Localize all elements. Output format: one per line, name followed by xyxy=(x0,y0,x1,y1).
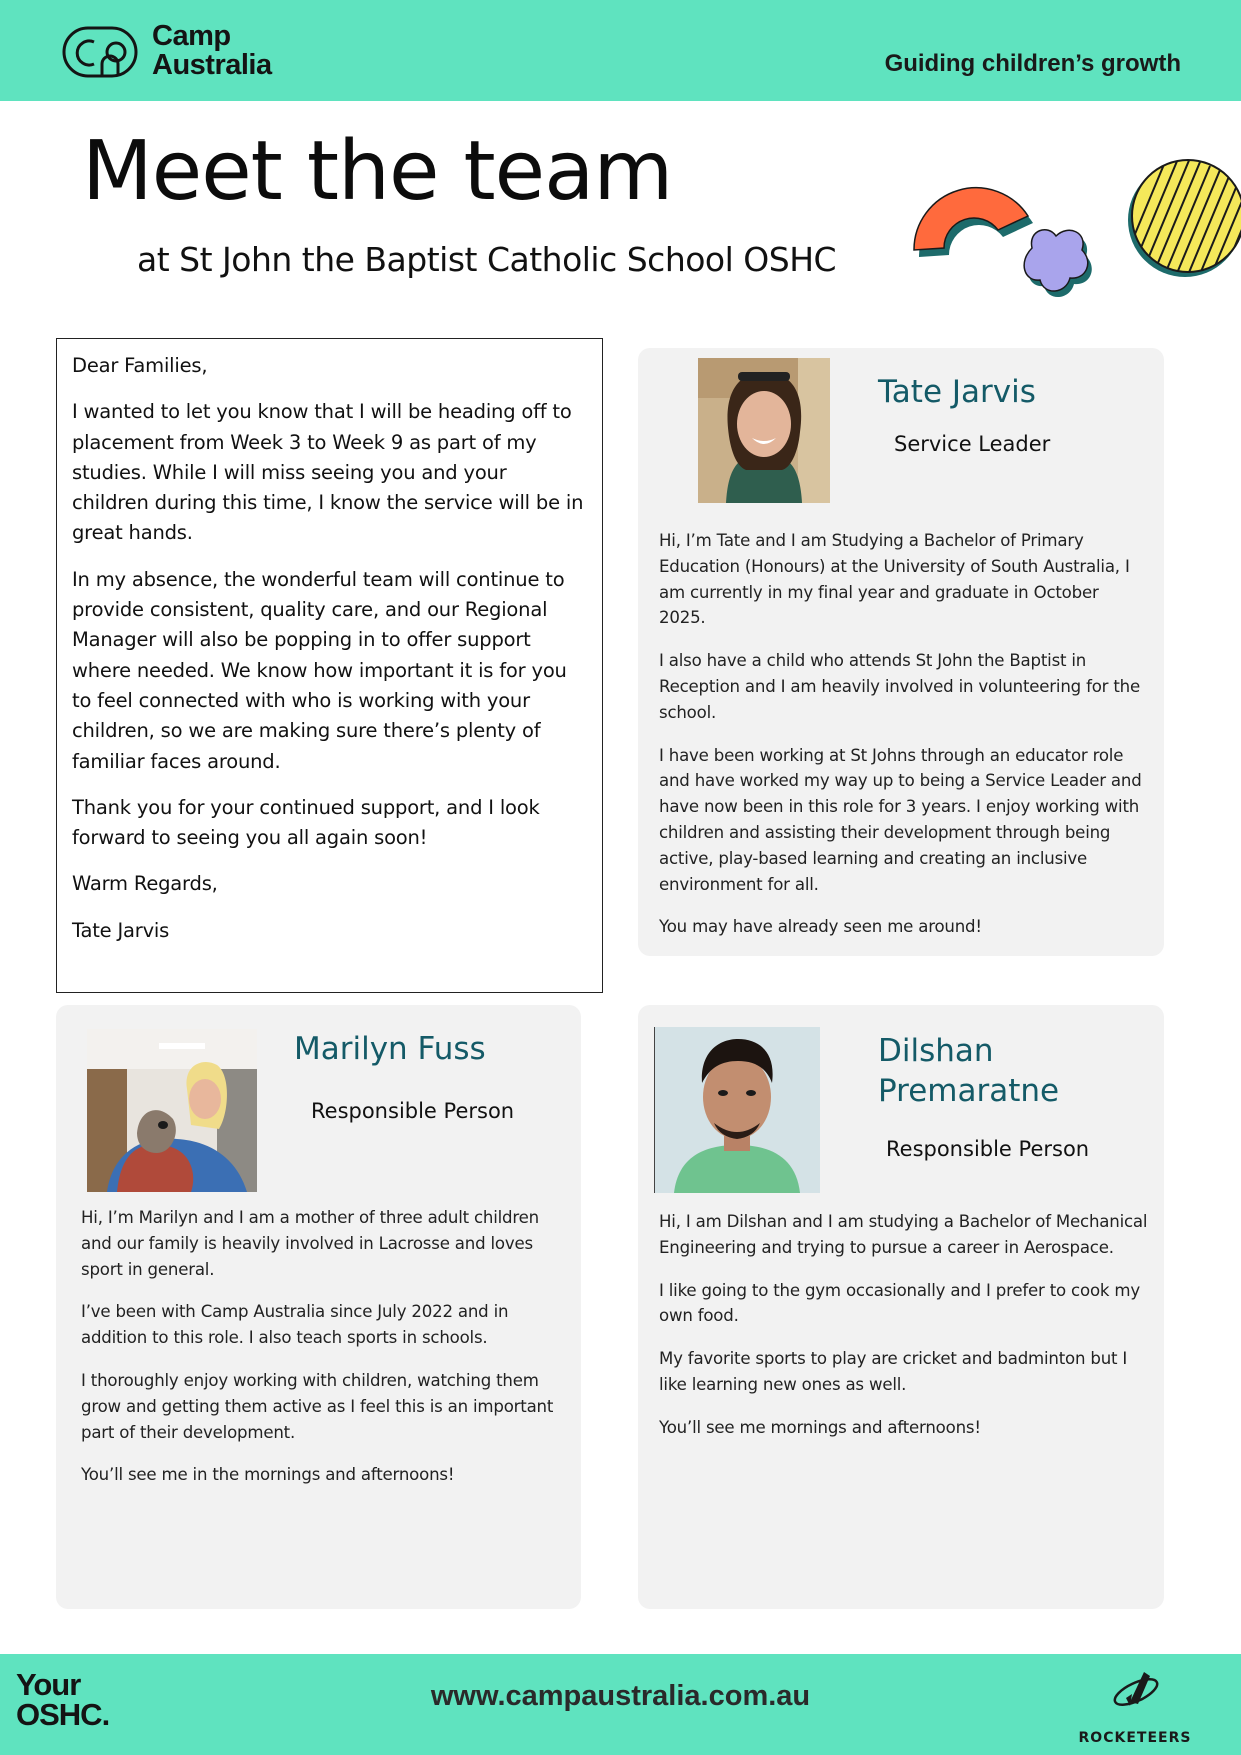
logo-line-2: Australia xyxy=(152,49,272,81)
team-member-role: Service Leader xyxy=(894,432,1051,456)
rocket-icon xyxy=(1110,1664,1162,1714)
bio-paragraph: You may have already seen me around! xyxy=(659,917,982,937)
letter-signoff: Warm Regards, xyxy=(72,872,218,896)
orange-arc-shape xyxy=(914,188,1033,257)
camp-australia-logo-icon xyxy=(58,24,150,80)
team-member-name xyxy=(878,1031,1059,1111)
your-oshc-line-1: Your xyxy=(16,1667,81,1702)
marilyn-fuss-photo xyxy=(87,1029,257,1192)
decorative-shapes xyxy=(880,150,1241,320)
page-header xyxy=(0,0,1241,101)
team-member-last-name: Premaratne xyxy=(878,1073,1060,1109)
bio-paragraph: My favorite sports to play are cricket and badminton but I like learning new ones as well. xyxy=(659,1349,1128,1394)
team-member-role: Responsible Person xyxy=(311,1099,515,1123)
letter-paragraph: I wanted to let you know that I will be heading off to placement from Week 3 to Week 9 as part of my studies. While I will miss seeing you and your children during this time, I know the service will be in great hands. xyxy=(72,400,584,545)
page-footer xyxy=(0,1654,1241,1755)
letter-paragraph: In my absence, the wonderful team will continue to provide consistent, quality care, and our Regional Manager will also be popping in to offer support where needed. We know how important it is for you to feel connected with who is working with your children, so we are making sure there’s plenty of familiar faces around. xyxy=(72,567,567,773)
rocketeers-label: ROCKETEERS xyxy=(1078,1730,1192,1746)
bio-paragraph: Hi, I’m Tate and I am Studying a Bachelor of Primary Education (Honours) at the University of South Australia, I am currently in my final year and graduate in October 2025. xyxy=(659,531,1130,628)
purple-star-shape xyxy=(1024,230,1092,297)
logo-line-1: Camp xyxy=(152,20,231,52)
bio-paragraph: I also have a child who attends St John the Baptist in Reception and I am heavily involved in volunteering for the school. xyxy=(659,651,1140,722)
bio-paragraph: You’ll see me mornings and afternoons! xyxy=(659,1417,981,1437)
team-card-tate-jarvis xyxy=(638,348,1164,956)
letter-signature: Tate Jarvis xyxy=(72,918,170,942)
team-member-role: Responsible Person xyxy=(886,1137,1090,1161)
bio-paragraph: I like going to the gym occasionally and I prefer to cook my own food. xyxy=(659,1280,1140,1326)
team-member-first-name: Dilshan xyxy=(878,1033,994,1069)
page-subtitle: at St John the Baptist Catholic School OSHC xyxy=(137,240,837,279)
team-member-bio xyxy=(81,1205,566,1505)
logo-wordmark xyxy=(152,22,272,80)
page-title: Meet the team xyxy=(82,124,673,219)
yellow-striped-circle xyxy=(1120,150,1241,306)
team-card-dilshan-premaratne xyxy=(638,1005,1164,1609)
letter-to-families xyxy=(56,338,603,993)
website-link[interactable]: www.campaustralia.com.au xyxy=(430,1680,811,1712)
bio-paragraph: I thoroughly enjoy working with children, watching them grow and getting them active as I feel this is an important part of their development. xyxy=(81,1370,554,1442)
camp-australia-logo[interactable] xyxy=(58,22,298,82)
bio-paragraph: I’ve been with Camp Australia since July 2022 and in addition to this role. I also teach sports in schools. xyxy=(81,1302,509,1348)
rocketeers-logo[interactable] xyxy=(1060,1664,1210,1746)
letter-paragraph: Thank you for your continued support, and I look forward to seeing you all again soon! xyxy=(72,795,540,850)
team-member-bio xyxy=(659,528,1149,957)
team-member-name: Tate Jarvis xyxy=(878,374,1036,410)
team-card-marilyn-fuss xyxy=(56,1005,581,1609)
team-member-name: Marilyn Fuss xyxy=(294,1031,486,1067)
dilshan-premaratne-photo xyxy=(654,1027,820,1193)
bio-paragraph: You’ll see me in the mornings and afternoons! xyxy=(81,1465,455,1485)
bio-paragraph: I have been working at St Johns through an educator role and have worked my way up to being a Service Leader and have now been in this role for 3 years. I enjoy working with children and assisting their development through being active, play-based learning and creating an inclusive environment for all. xyxy=(659,745,1142,894)
bio-paragraph: Hi, I am Dilshan and I am studying a Bachelor of Mechanical Engineering and trying to pursue a career in Aerospace. xyxy=(659,1212,1148,1257)
header-tagline: Guiding children’s growth xyxy=(884,50,1181,77)
your-oshc-line-2: OSHC. xyxy=(16,1697,110,1732)
team-member-bio xyxy=(659,1209,1149,1458)
letter-greeting: Dear Families, xyxy=(72,354,208,377)
bio-paragraph: Hi, I’m Marilyn and I am a mother of three adult children and our family is heavily involved in Lacrosse and loves sport in general. xyxy=(81,1208,539,1279)
tate-jarvis-photo xyxy=(698,358,830,503)
